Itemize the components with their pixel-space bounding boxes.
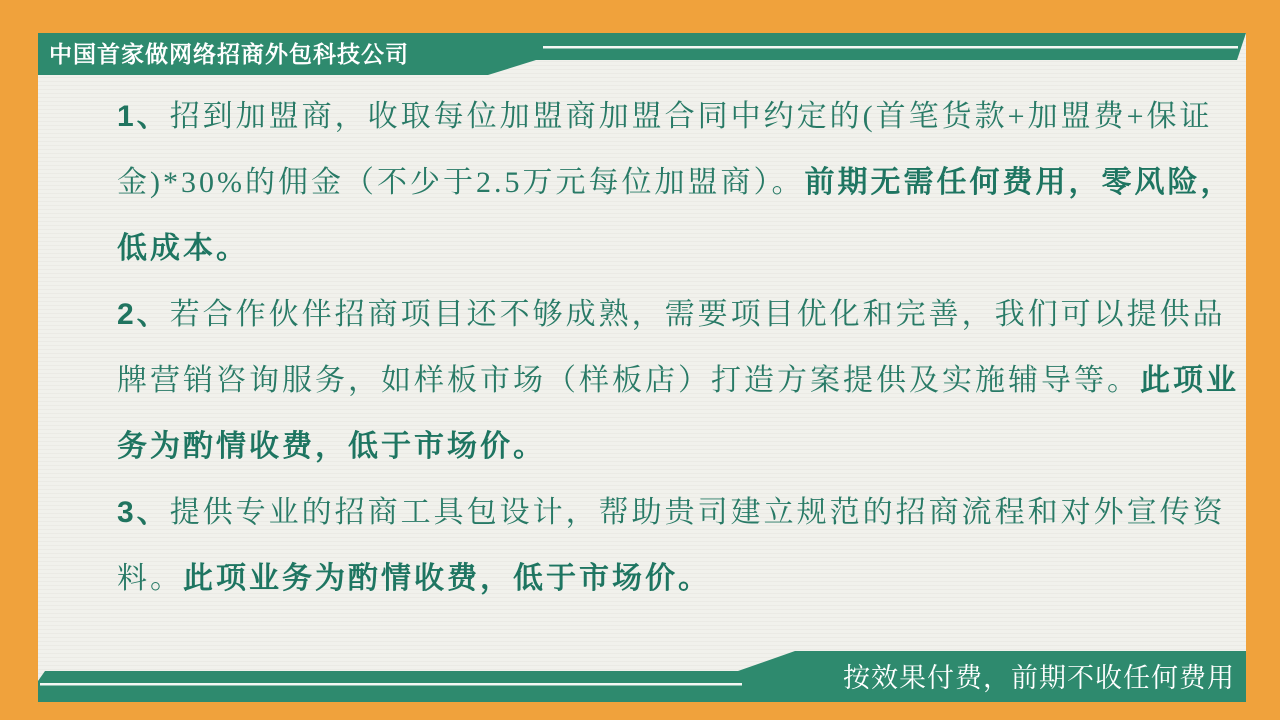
body-line [117,426,546,468]
footer-accent-line [40,683,742,686]
line-text-bold: 此项业务为酌情收费，低于市场价。 [183,562,711,595]
line-text-bold: 此项业 [1140,364,1239,397]
body-line [117,492,1226,534]
line-text-bold: 低成本。 [117,232,249,265]
body-line [117,162,1233,204]
line-number: 3、 [117,496,170,529]
line-text-regular: 金)*30%的佣金（不少于2.5万元每位加盟商）。 [117,166,805,199]
line-text-regular: 牌营销咨询服务，如样板市场（样板店）打造方案提供及实施辅导等。 [117,364,1140,397]
header-accent-line [543,46,1238,49]
body-line [117,294,1226,336]
content-card [38,33,1246,702]
body-line [117,558,711,600]
footer-slogan: 按效果付费，前期不收任何费用 [843,663,1235,693]
body-line [117,228,249,270]
body-line [117,360,1239,402]
line-number: 2、 [117,298,170,331]
line-text-regular: 招到加盟商，收取每位加盟商加盟合同中约定的(首笔货款+加盟费+保证 [169,100,1213,133]
line-text-bold: 务为酌情收费，低于市场价。 [117,430,546,463]
company-tagline: 中国首家做网络招商外包科技公司 [49,41,409,67]
body-line [117,96,1213,138]
line-text-regular: 提供专业的招商工具包设计，帮助贵司建立规范的招商流程和对外宣传资 [169,496,1226,529]
line-text-regular: 料。 [117,562,183,595]
line-number: 1、 [117,100,170,133]
line-text-regular: 若合作伙伴招商项目还不够成熟，需要项目优化和完善，我们可以提供品 [169,298,1226,331]
line-text-bold: 前期无需任何费用，零风险， [804,166,1234,199]
